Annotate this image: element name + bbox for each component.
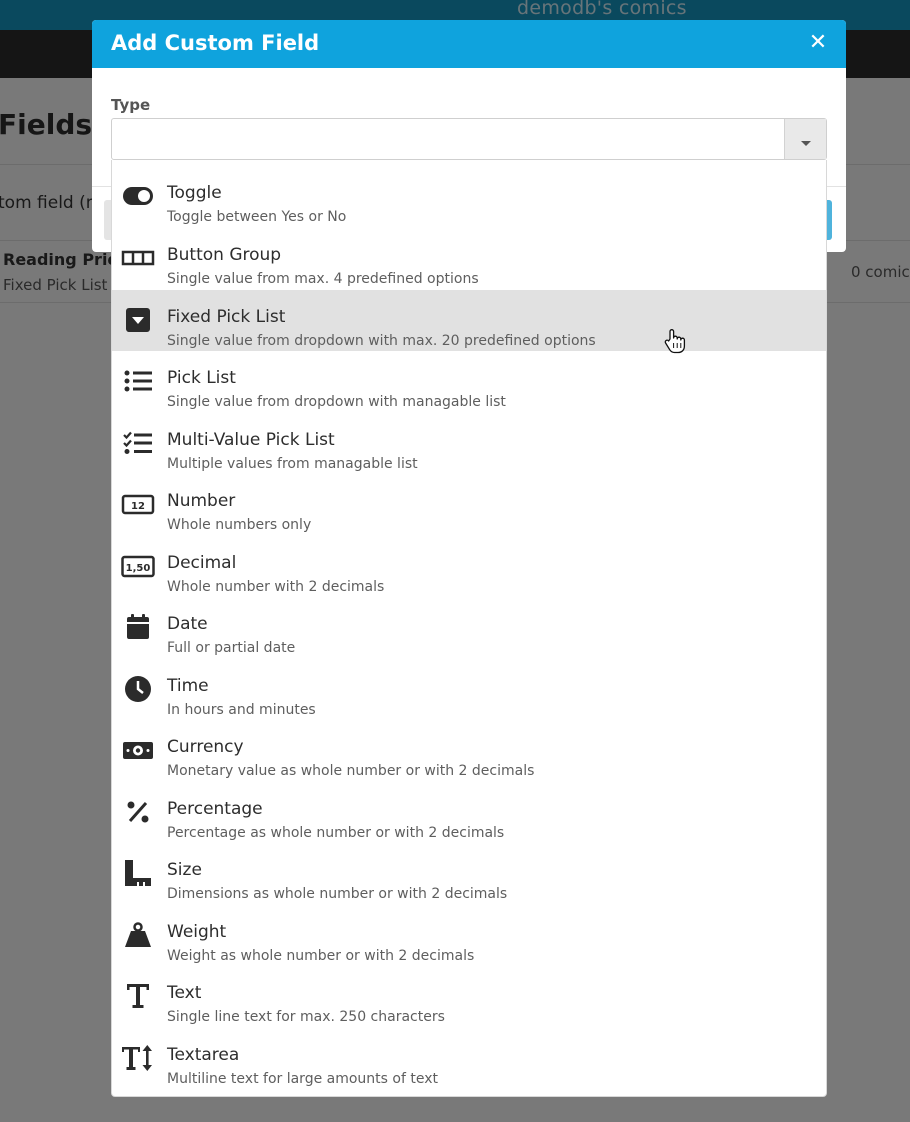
option-description: Multiple values from managable list [167, 456, 418, 472]
option-label: Percentage [167, 799, 263, 819]
option-description: Whole number with 2 decimals [167, 579, 385, 595]
option-description: Weight as whole number or with 2 decimals [167, 948, 475, 964]
option-label: Time [167, 676, 209, 696]
option-text[interactable] [112, 966, 826, 1027]
option-label: Weight [167, 922, 227, 942]
option-description: Toggle between Yes or No [167, 209, 347, 225]
toggle-icon [121, 179, 155, 213]
chevron-down-icon[interactable] [784, 119, 826, 159]
svg-text:1,50: 1,50 [125, 563, 151, 574]
option-label: Toggle [167, 183, 222, 203]
option-description: Percentage as whole number or with 2 decimals [167, 825, 505, 841]
button-group-icon [121, 241, 155, 275]
banknote-icon [121, 733, 155, 767]
option-label: Fixed Pick List [167, 307, 286, 327]
close-icon[interactable]: ✕ [808, 30, 828, 55]
textarea-icon [121, 1041, 155, 1075]
option-label: Date [167, 614, 208, 634]
option-multi-value-pick-list[interactable] [112, 413, 826, 474]
option-description: Single line text for max. 250 characters [167, 1009, 445, 1025]
option-label: Currency [167, 737, 244, 757]
type-dropdown-list [111, 160, 827, 1097]
option-label: Size [167, 860, 202, 880]
option-description: Single value from dropdown with max. 20 predefined options [167, 333, 596, 349]
option-description: Dimensions as whole number or with 2 decimals [167, 886, 508, 902]
option-fixed-pick-list[interactable] [112, 290, 826, 351]
option-percentage[interactable] [112, 782, 826, 843]
option-description: Full or partial date [167, 640, 296, 656]
option-description: Single value from max. 4 predefined options [167, 271, 479, 287]
option-description: Monetary value as whole number or with 2 decimals [167, 763, 535, 779]
clock-icon [121, 672, 155, 706]
option-description: Whole numbers only [167, 517, 312, 533]
list-icon [121, 364, 155, 398]
option-button-group[interactable] [112, 228, 826, 289]
option-time[interactable] [112, 659, 826, 720]
fixed-pick-list-icon [121, 303, 155, 337]
option-decimal[interactable] [112, 536, 826, 597]
modal-header [92, 20, 846, 68]
option-label: Multi-Value Pick List [167, 430, 335, 450]
calendar-icon [121, 610, 155, 644]
option-description: Multiline text for large amounts of text [167, 1071, 438, 1087]
option-number[interactable] [112, 474, 826, 535]
option-size[interactable] [112, 843, 826, 904]
option-weight[interactable] [112, 905, 826, 966]
checklist-icon [121, 426, 155, 460]
type-label: Type [111, 96, 151, 114]
text-icon [121, 979, 155, 1013]
option-date[interactable] [112, 597, 826, 658]
option-pick-list[interactable] [112, 351, 826, 412]
weight-icon [121, 918, 155, 952]
option-label: Pick List [167, 368, 236, 388]
hand-cursor-icon [664, 328, 686, 354]
svg-text:12: 12 [131, 501, 145, 512]
ruler-icon [121, 856, 155, 890]
decimal-icon [121, 549, 155, 583]
option-description: In hours and minutes [167, 702, 316, 718]
option-label: Text [167, 983, 202, 1003]
option-label: Textarea [167, 1045, 240, 1065]
option-label: Button Group [167, 245, 282, 265]
modal-title: Add Custom Field [111, 31, 320, 55]
option-label: Decimal [167, 553, 237, 573]
option-description: Single value from dropdown with managable list [167, 394, 506, 410]
option-currency[interactable] [112, 720, 826, 781]
type-select[interactable] [111, 118, 827, 160]
percent-icon [121, 795, 155, 829]
number-icon [121, 487, 155, 521]
option-textarea[interactable] [112, 1028, 826, 1089]
option-label: Number [167, 491, 236, 511]
option-toggle[interactable] [112, 166, 826, 227]
